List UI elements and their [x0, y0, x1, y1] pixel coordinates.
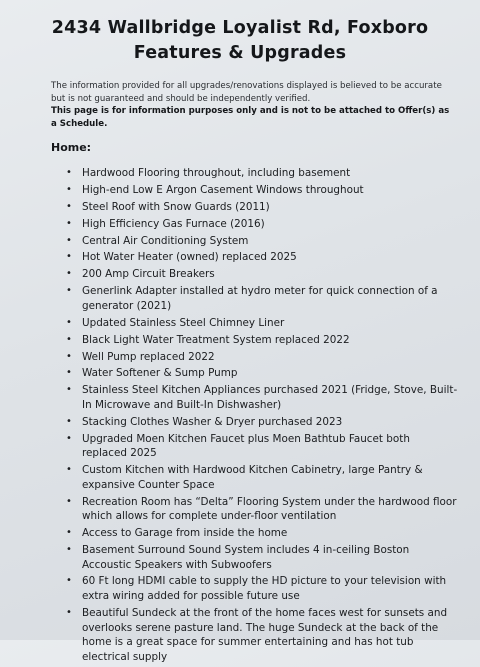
section-heading-home: Home:	[51, 141, 92, 154]
feature-item	[66, 200, 458, 215]
feature-item	[66, 526, 458, 541]
feature-item	[66, 350, 458, 365]
feature-text: Hot Water Heater (owned) replaced 2025	[82, 251, 297, 264]
bullet-icon: •	[66, 316, 72, 328]
feature-item	[66, 234, 458, 249]
document-title-features: Features & Upgrades	[133, 43, 347, 63]
feature-text: Hardwood Flooring throughout, including basement	[82, 167, 351, 179]
feature-text: Well Pump replaced 2022	[82, 350, 215, 363]
feature-item	[66, 250, 458, 265]
feature-text: Central Air Conditioning System	[82, 234, 249, 247]
feature-item	[66, 574, 458, 603]
feature-text: Stacking Clothes Washer & Dryer purchased 2023	[82, 415, 343, 428]
feature-text: Access to Garage from inside the home	[82, 527, 288, 540]
feature-item	[66, 495, 458, 524]
feature-item	[66, 606, 458, 664]
feature-text: Black Light Water Treatment System replaced 2022	[82, 333, 350, 346]
bullet-icon: •	[66, 367, 72, 379]
feature-item	[66, 463, 458, 492]
feature-item	[66, 366, 458, 381]
feature-text: High-end Low E Argon Casement Windows throughout	[82, 183, 364, 196]
disclaimer-text: The information provided for all upgrades/renovations displayed is believed to be accurate but is not guaranteed and should be independently verified.	[51, 81, 442, 104]
bullet-icon: •	[66, 200, 72, 212]
feature-text: Custom Kitchen with Hardwood Kitchen Cabinetry, large Pantry & expansive Counter Space	[82, 464, 423, 491]
feature-text: Steel Roof with Snow Guards (2011)	[82, 200, 270, 213]
feature-text: Water Softener & Sump Pump	[82, 367, 238, 380]
feature-item	[66, 166, 458, 181]
bullet-icon: •	[66, 234, 72, 246]
feature-text: Generlink Adapter installed at hydro meter for quick connection of a generator (2021)	[82, 285, 438, 312]
bullet-icon: •	[66, 575, 72, 587]
feature-item	[66, 183, 458, 198]
notice-text: This page is for information purposes only and is not to be attached to Offer(s) as a Schedule.	[51, 106, 450, 129]
feature-text: 60 Ft long HDMI cable to supply the HD picture to your television with extra wiring added for possible future use	[82, 575, 447, 603]
feature-item	[66, 415, 458, 430]
document-title-address: 2434 Wallbridge Loyalist Rd, Foxboro	[51, 18, 429, 38]
feature-item	[66, 267, 458, 282]
features-list	[66, 166, 458, 667]
bullet-icon: •	[66, 464, 72, 476]
feature-item	[66, 432, 458, 461]
bullet-icon: •	[66, 432, 72, 444]
feature-item	[66, 543, 458, 572]
feature-text: Upgraded Moen Kitchen Faucet plus Moen Bathtub Faucet both replaced 2025	[82, 432, 410, 460]
feature-text: Basement Surround Sound System includes 4 in-ceiling Boston Accoustic Speakers with Subwoofers	[82, 544, 410, 571]
feature-item	[66, 333, 458, 348]
bullet-icon: •	[66, 606, 72, 618]
feature-text: Recreation Room has “Delta” Flooring System under the hardwood floor which allows for complete under-floor ventilation	[82, 495, 457, 523]
bullet-icon: •	[66, 384, 72, 396]
feature-item	[66, 284, 458, 313]
feature-item	[66, 217, 458, 232]
feature-text: Beautiful Sundeck at the front of the home faces west for sunsets and overlooks serene pasture land. The huge Sundeck at the back of the home is a great space for summer entertaining and has hot tub electrical supply	[82, 606, 448, 663]
feature-text: High Efficiency Gas Furnace (2016)	[82, 217, 265, 230]
bullet-icon: •	[66, 251, 72, 263]
feature-text: 200 Amp Circuit Breakers	[82, 268, 215, 281]
bullet-icon: •	[66, 285, 72, 297]
bullet-icon: •	[66, 527, 72, 539]
bullet-icon: •	[66, 183, 72, 195]
bullet-icon: •	[66, 333, 72, 345]
bullet-icon: •	[66, 415, 72, 427]
bullet-icon: •	[66, 350, 72, 362]
feature-item	[66, 383, 458, 412]
feature-item	[66, 316, 458, 331]
bullet-icon: •	[66, 217, 72, 229]
feature-text: Updated Stainless Steel Chimney Liner	[82, 316, 285, 329]
feature-text: Stainless Steel Kitchen Appliances purchased 2021 (Fridge, Stove, Built-In Microwave and Built-In Dishwasher)	[82, 384, 458, 411]
disclaimer-block	[51, 80, 451, 130]
bullet-icon: •	[66, 544, 72, 555]
bullet-icon: •	[66, 495, 72, 507]
bullet-icon: •	[66, 268, 72, 280]
bullet-icon: •	[66, 167, 72, 178]
